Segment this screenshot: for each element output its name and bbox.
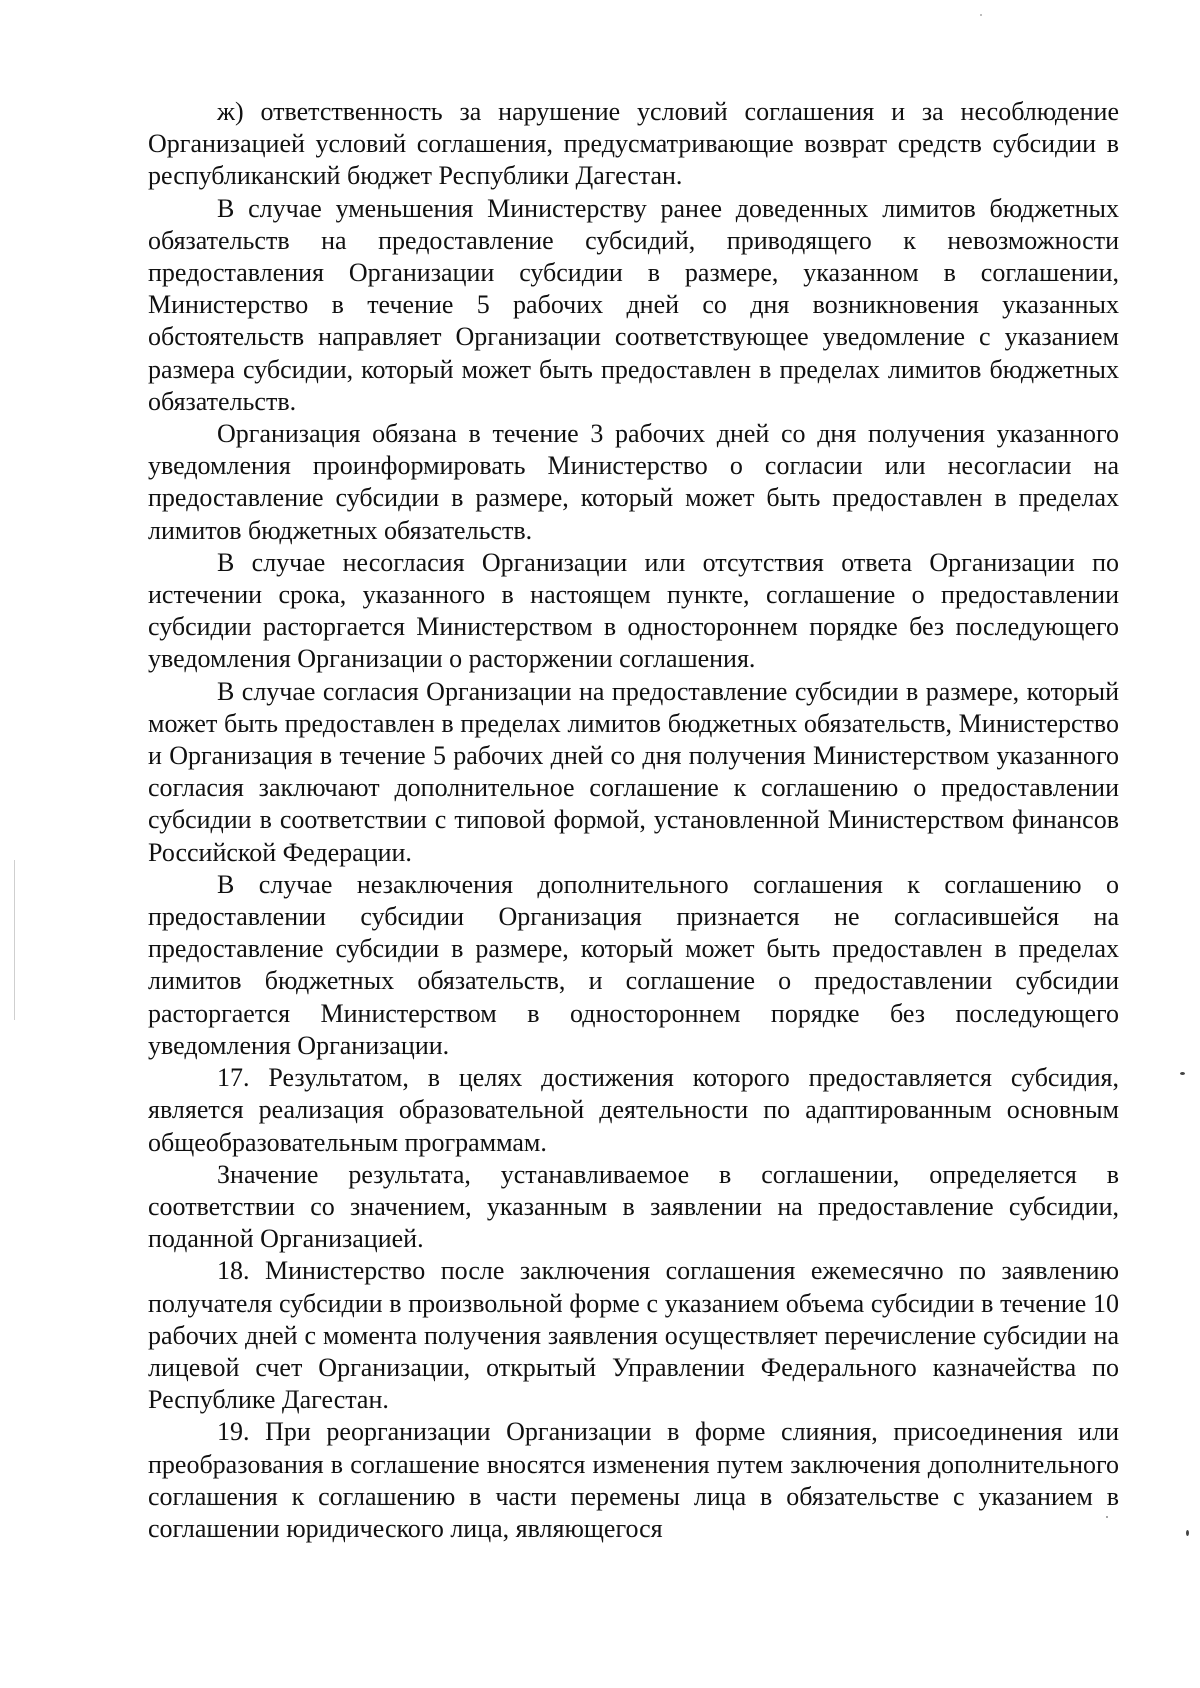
paragraph: В случае несогласия Организации или отсутствия ответа Организации по истечении срока, указанного в настоящем пункте, соглашение о предоставлении субсидии расторгается Министерством в одностороннем порядке без последующего уведомления Организации о расторжении соглашения. [148,547,1119,674]
paragraph: Значение результата, устанавливаемое в соглашении, определяется в соответствии со значением, указанным в заявлении на предоставление субсидии, поданной Организацией. [148,1159,1119,1254]
paragraph: Организация обязана в течение 3 рабочих дней со дня получения указанного уведомления проинформировать Министерство о согласии или несогласии на предоставление субсидии в размере, который может быть предоставлен в пределах лимитов бюджетных обязательств. [148,419,1119,545]
document-body [148,96,1119,1545]
scan-speck [980,14,982,16]
paragraph: В случае уменьшения Министерству ранее доведенных лимитов бюджетных обязательств на предоставление субсидий, приводящего к невозможности предоставления Организации субсидии в размере, указанном в соглашении, Министерство в течение 5 рабочих дней со дня возникновения указанных обстоятельств направляет Организации соответствующее уведомление с указанием размера субсидии, который может быть предоставлен в пределах лимитов бюджетных обязательств. [148,193,1119,416]
paragraph: В случае согласия Организации на предоставление субсидии в размере, который может быть предоставлен в пределах лимитов бюджетных обязательств, Министерство и Организация в течение 5 рабочих дней со дня получения Министерством указанного согласия заключают дополнительное соглашение к соглашению о предоставлении субсидии в соответствии с типовой формой, установленной Министерством финансов Российской Федерации. [148,676,1119,867]
scan-speck [1186,1530,1189,1536]
scan-speck [1180,1072,1185,1075]
paragraph: ж) ответственность за нарушение условий соглашения и за несоблюдение Организацией условий соглашения, предусматривающие возврат средств субсидии в республиканский бюджет Республики Дагестан. [148,97,1119,191]
paragraph: 18. Министерство после заключения соглашения ежемесячно по заявлению получателя субсидии в произвольной форме с указанием объема субсидии в течение 10 рабочих дней с момента получения заявления осуществляет перечисление субсидии на лицевой счет Организации, открытый Управлении Федерального казначейства по Республике Дагестан. [148,1256,1119,1415]
paragraph: 19. При реорганизации Организации в форме слияния, присоединения или преобразования в соглашение вносятся изменения путем заключения дополнительного соглашения к соглашению в части перемены лица в обязательстве с указанием в соглашении юридического лица, являющегося [148,1417,1119,1543]
paragraph: 17. Результатом, в целях достижения которого предоставляется субсидия, является реализация образовательной деятельности по адаптированным основным общеобразовательным программам. [148,1063,1119,1157]
scan-artifact-line [14,860,15,1020]
paragraph: В случае незаключения дополнительного соглашения к соглашению о предоставлении субсидии Организация признается не согласившейся на предоставление субсидии в размере, который может быть предоставлен в пределах лимитов бюджетных обязательств, и соглашение о предоставлении субсидии расторгается Министерством в одностороннем порядке без последующего уведомления Организации. [148,869,1119,1060]
